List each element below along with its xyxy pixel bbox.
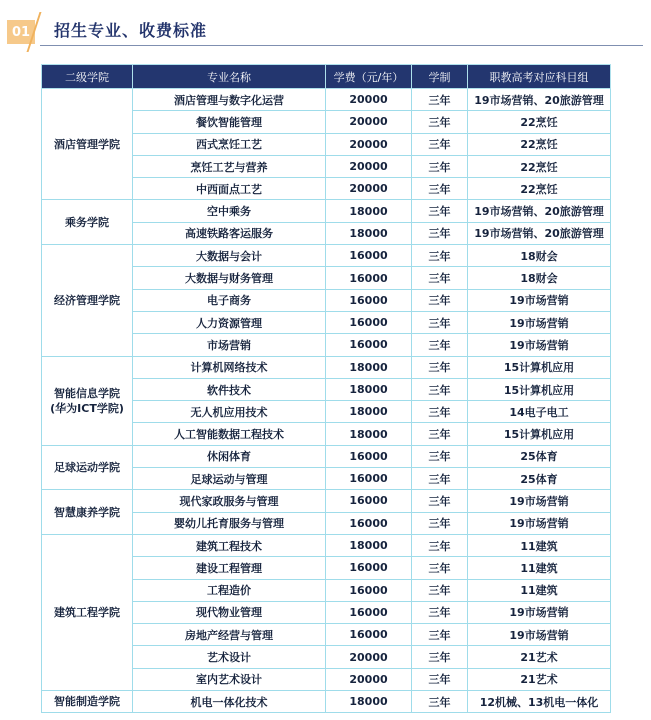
duration-cell: 三年 [412, 111, 468, 133]
college-cell: 乘务学院 [42, 200, 133, 245]
major-cell: 艺术设计 [133, 646, 326, 668]
major-cell: 烹饪工艺与营养 [133, 155, 326, 177]
tuition-cell: 16000 [326, 445, 412, 467]
college-cell: 建筑工程学院 [42, 534, 133, 690]
col-header-duration: 学制 [412, 65, 468, 89]
major-cell: 休闲体育 [133, 445, 326, 467]
exam-group-cell: 12机械、13机电一体化 [468, 691, 611, 713]
table-header-row [42, 65, 611, 89]
duration-cell: 三年 [412, 668, 468, 690]
exam-group-cell: 15计算机应用 [468, 378, 611, 400]
table-row [42, 490, 611, 512]
duration-cell: 三年 [412, 534, 468, 556]
exam-group-cell: 15计算机应用 [468, 356, 611, 378]
duration-cell: 三年 [412, 267, 468, 289]
duration-cell: 三年 [412, 356, 468, 378]
major-cell: 婴幼儿托育服务与管理 [133, 512, 326, 534]
duration-cell: 三年 [412, 178, 468, 200]
college-cell: 酒店管理学院 [42, 89, 133, 200]
duration-cell: 三年 [412, 133, 468, 155]
tuition-cell: 16000 [326, 557, 412, 579]
duration-cell: 三年 [412, 579, 468, 601]
major-cell: 软件技术 [133, 378, 326, 400]
major-cell: 机电一体化技术 [133, 691, 326, 713]
duration-cell: 三年 [412, 200, 468, 222]
exam-group-cell: 19市场营销、20旅游管理 [468, 200, 611, 222]
table-row [42, 691, 611, 713]
tuition-cell: 20000 [326, 89, 412, 111]
duration-cell: 三年 [412, 646, 468, 668]
major-cell: 现代家政服务与管理 [133, 490, 326, 512]
col-header-major: 专业名称 [133, 65, 326, 89]
tuition-cell: 20000 [326, 155, 412, 177]
exam-group-cell: 19市场营销、20旅游管理 [468, 89, 611, 111]
duration-cell: 三年 [412, 378, 468, 400]
tuition-cell: 16000 [326, 490, 412, 512]
exam-group-cell: 19市场营销 [468, 311, 611, 333]
section-title: 招生专业、收费标准 [54, 21, 208, 40]
major-cell: 人力资源管理 [133, 311, 326, 333]
col-header-exam-group: 职教高考对应科目组 [468, 65, 611, 89]
duration-cell: 三年 [412, 624, 468, 646]
majors-fee-table [41, 64, 611, 713]
duration-cell: 三年 [412, 401, 468, 423]
exam-group-cell: 19市场营销 [468, 512, 611, 534]
exam-group-cell: 22烹饪 [468, 155, 611, 177]
college-cell: 智能制造学院 [42, 691, 133, 713]
major-cell: 大数据与财务管理 [133, 267, 326, 289]
table-row [42, 200, 611, 222]
duration-cell: 三年 [412, 245, 468, 267]
exam-group-cell: 19市场营销 [468, 289, 611, 311]
table-row [42, 89, 611, 111]
major-cell: 房地产经营与管理 [133, 624, 326, 646]
tuition-cell: 18000 [326, 200, 412, 222]
tuition-cell: 16000 [326, 245, 412, 267]
college-cell: 足球运动学院 [42, 445, 133, 490]
tuition-cell: 20000 [326, 646, 412, 668]
duration-cell: 三年 [412, 490, 468, 512]
tuition-cell: 16000 [326, 311, 412, 333]
major-cell: 建筑工程技术 [133, 534, 326, 556]
major-cell: 大数据与会计 [133, 245, 326, 267]
table-row [42, 245, 611, 267]
exam-group-cell: 18财会 [468, 245, 611, 267]
exam-group-cell: 19市场营销 [468, 624, 611, 646]
tuition-cell: 20000 [326, 178, 412, 200]
major-cell: 计算机网络技术 [133, 356, 326, 378]
exam-group-cell: 19市场营销 [468, 334, 611, 356]
col-header-college: 二级学院 [42, 65, 133, 89]
tuition-cell: 20000 [326, 111, 412, 133]
major-cell: 中西面点工艺 [133, 178, 326, 200]
col-header-tuition: 学费（元/年） [326, 65, 412, 89]
exam-group-cell: 11建筑 [468, 534, 611, 556]
exam-group-cell: 15计算机应用 [468, 423, 611, 445]
exam-group-cell: 25体育 [468, 468, 611, 490]
major-cell: 室内艺术设计 [133, 668, 326, 690]
exam-group-cell: 25体育 [468, 445, 611, 467]
exam-group-cell: 22烹饪 [468, 111, 611, 133]
duration-cell: 三年 [412, 423, 468, 445]
duration-cell: 三年 [412, 311, 468, 333]
tuition-cell: 20000 [326, 668, 412, 690]
tuition-cell: 18000 [326, 423, 412, 445]
header-divider [40, 45, 643, 46]
duration-cell: 三年 [412, 155, 468, 177]
tuition-cell: 18000 [326, 401, 412, 423]
tuition-cell: 16000 [326, 579, 412, 601]
college-cell: 智慧康养学院 [42, 490, 133, 535]
duration-cell: 三年 [412, 289, 468, 311]
tuition-cell: 16000 [326, 289, 412, 311]
college-cell: 经济管理学院 [42, 245, 133, 356]
exam-group-cell: 18财会 [468, 267, 611, 289]
duration-cell: 三年 [412, 601, 468, 623]
major-cell: 足球运动与管理 [133, 468, 326, 490]
major-cell: 人工智能数据工程技术 [133, 423, 326, 445]
exam-group-cell: 19市场营销 [468, 490, 611, 512]
duration-cell: 三年 [412, 89, 468, 111]
major-cell: 现代物业管理 [133, 601, 326, 623]
duration-cell: 三年 [412, 334, 468, 356]
table-row [42, 356, 611, 378]
duration-cell: 三年 [412, 691, 468, 713]
tuition-cell: 16000 [326, 601, 412, 623]
tuition-cell: 18000 [326, 534, 412, 556]
tuition-cell: 16000 [326, 624, 412, 646]
exam-group-cell: 11建筑 [468, 579, 611, 601]
tuition-cell: 18000 [326, 356, 412, 378]
tuition-cell: 18000 [326, 691, 412, 713]
table-row [42, 534, 611, 556]
exam-group-cell: 19市场营销 [468, 601, 611, 623]
major-cell: 无人机应用技术 [133, 401, 326, 423]
exam-group-cell: 14电子电工 [468, 401, 611, 423]
tuition-cell: 16000 [326, 334, 412, 356]
exam-group-cell: 11建筑 [468, 557, 611, 579]
major-cell: 西式烹饪工艺 [133, 133, 326, 155]
tuition-cell: 16000 [326, 512, 412, 534]
exam-group-cell: 21艺术 [468, 646, 611, 668]
exam-group-cell: 22烹饪 [468, 133, 611, 155]
exam-group-cell: 19市场营销、20旅游管理 [468, 222, 611, 244]
college-cell: 智能信息学院 (华为ICT学院) [42, 356, 133, 445]
duration-cell: 三年 [412, 445, 468, 467]
duration-cell: 三年 [412, 512, 468, 534]
section-header [0, 0, 651, 58]
duration-cell: 三年 [412, 468, 468, 490]
major-cell: 空中乘务 [133, 200, 326, 222]
major-cell: 市场营销 [133, 334, 326, 356]
tuition-cell: 16000 [326, 468, 412, 490]
tuition-cell: 18000 [326, 222, 412, 244]
duration-cell: 三年 [412, 222, 468, 244]
section-number-badge: 01 [7, 20, 35, 44]
major-cell: 电子商务 [133, 289, 326, 311]
major-cell: 工程造价 [133, 579, 326, 601]
major-cell: 酒店管理与数字化运营 [133, 89, 326, 111]
exam-group-cell: 22烹饪 [468, 178, 611, 200]
tuition-cell: 20000 [326, 133, 412, 155]
major-cell: 高速铁路客运服务 [133, 222, 326, 244]
duration-cell: 三年 [412, 557, 468, 579]
major-cell: 餐饮智能管理 [133, 111, 326, 133]
table-row [42, 445, 611, 467]
table-body [42, 89, 611, 713]
exam-group-cell: 21艺术 [468, 668, 611, 690]
tuition-cell: 16000 [326, 267, 412, 289]
major-cell: 建设工程管理 [133, 557, 326, 579]
tuition-cell: 18000 [326, 378, 412, 400]
